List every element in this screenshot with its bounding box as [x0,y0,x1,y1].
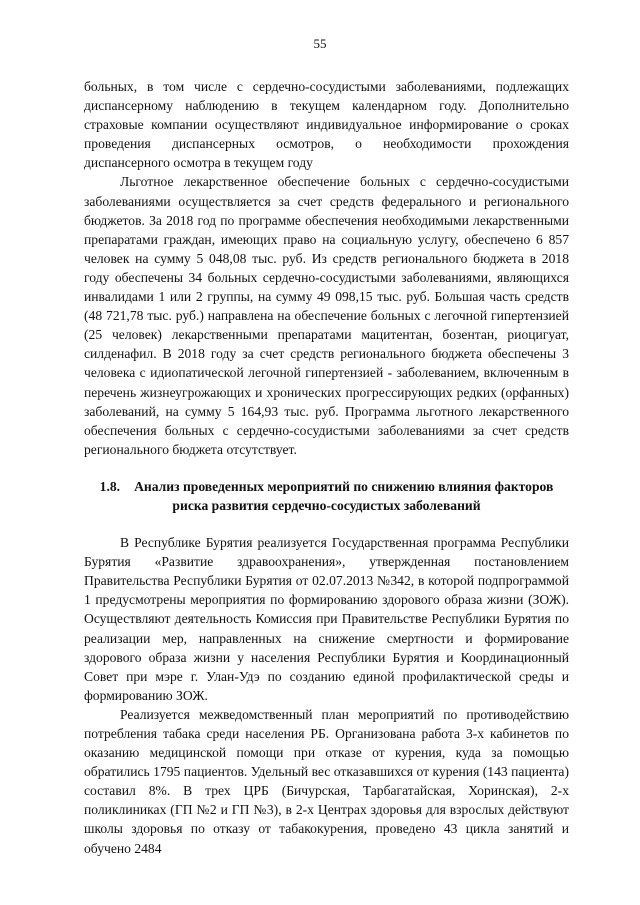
section-heading [84,477,569,515]
paragraph-tobacco-plan: Реализуется межведомственный план мероприятий по противодействию потребления табака среди населения РБ. Организована работа 3-х кабинетов по оказанию медицинской помощи при отказе от курения, куда за помощью обратились 1795 пациентов. Удельный вес отказавшихся от курения (143 пациента) составил 8%. В трех ЦРБ (Бичурская, Тарбагатайская, Хоринская), 2-х поликлиниках (ГП №2 и ГП №3), в 2-х Центрах здоровья для взрослых действуют школы здоровья по отказу от табакокурения, проведено 43 цикла занятий и обучено 2484 [84,706,569,856]
paragraph-state-program: В Республике Бурятия реализуется Государственная программа Республики Бурятия «Развитие здравоохранения», утвержденная постановлением Правительства Республики Бурятия от 02.07.2013 №342, в которой подпрограммой 1 предусмотрены мероприятия по формированию здорового образа жизни (ЗОЖ). Осуществляют деятельность Комиссия при Правительстве Республики Бурятия по реализации мер, направленных на снижение смертности и формирование здорового образа жизни у населения Республики Бурятия и Координационный Совет при мэре г. Улан-Удэ по созданию единой профилактической среды и формированию ЗОЖ. [84,535,569,703]
paragraph-drug-provision: Льготное лекарственное обеспечение больных с сердечно-сосудистыми заболеваниями осуществляется за счет средств федерального и регионального бюджетов. За 2018 год по программе обеспечения необходимыми лекарственными препаратами граждан, имеющих право на социальную услугу, обеспечено 6 857 человек на сумму 5 048,08 тыс. руб. Из средств регионального бюджета в 2018 году обеспечены 34 больных сердечно-сосудистыми заболеваниями, являющихся инвалидами 1 или 2 группы, на сумму 49 098,15 тыс. руб. Большая часть средств (48 721,78 тыс. руб.) направлена на обеспечение больных с легочной гипертензией (25 человек) лекарственными препаратами мацитентан, бозентан, риоцигуат, силденафил. В 2018 году за счет средств регионального бюджета обеспечены 3 человека с идиопатической легочной гипертензией - заболеванием, включенным в перечень жизнеугрожающих и хронических прогрессирующих редких (орфанных) заболеваний, на сумму 5 164,93 тыс. руб. Программа льготного лекарственного обеспечения больных с сердечно-сосудистыми заболеваниями за счет средств регионального бюджета отсутствует. [84,174,569,457]
paragraph-continuation: больных, в том числе с сердечно-сосудистыми заболеваниями, подлежащих диспансерному наблюдению в текущем календарном году. Дополнительно страховые компании осуществляют индивидуальное информирование о сроках проведения диспансерных осмотров, о необходимости прохождения диспансерного осмотра в текущем году [84,79,569,171]
page-body [84,77,569,858]
section-title: Анализ проведенных мероприятий по снижению влияния факторов риска развития сердечно-сосудистых заболеваний [134,478,554,513]
section-number: 1.8. [99,478,121,494]
page-number: 55 [313,36,327,51]
